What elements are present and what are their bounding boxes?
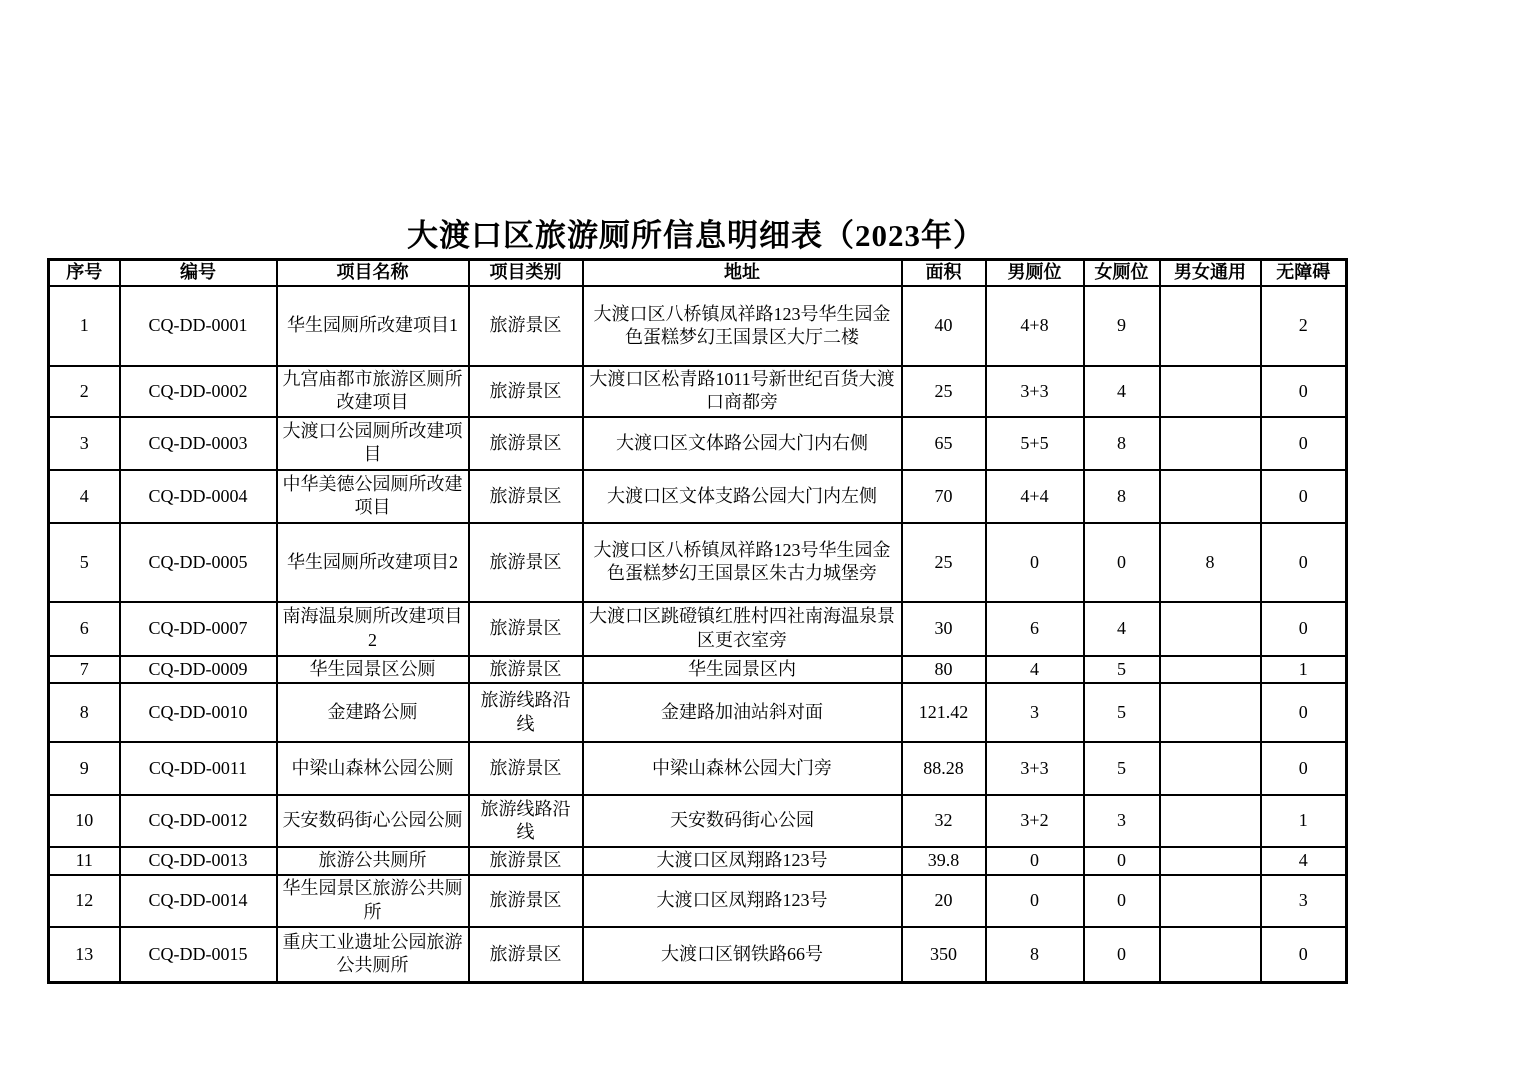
cell-unisex bbox=[1160, 683, 1261, 742]
cell-name: 华生园景区旅游公共厕所 bbox=[277, 875, 469, 927]
cell-male: 8 bbox=[986, 927, 1084, 983]
cell-female: 5 bbox=[1084, 683, 1160, 742]
cell-male: 3+2 bbox=[986, 795, 1084, 847]
cell-code: CQ-DD-0010 bbox=[120, 683, 277, 742]
cell-area: 65 bbox=[902, 417, 986, 470]
cell-area: 350 bbox=[902, 927, 986, 983]
cell-name: 中华美德公园厕所改建项目 bbox=[277, 470, 469, 523]
cell-male: 3+3 bbox=[986, 366, 1084, 417]
cell-area: 40 bbox=[902, 286, 986, 366]
cell-address: 华生园景区内 bbox=[583, 656, 902, 683]
cell-area: 30 bbox=[902, 602, 986, 656]
table-row bbox=[49, 470, 1347, 523]
cell-address: 天安数码街心公园 bbox=[583, 795, 902, 847]
cell-accessible: 1 bbox=[1261, 795, 1347, 847]
cell-seq: 9 bbox=[49, 742, 120, 795]
cell-unisex bbox=[1160, 470, 1261, 523]
cell-female: 8 bbox=[1084, 470, 1160, 523]
cell-address: 大渡口区跳磴镇红胜村四社南海温泉景区更衣室旁 bbox=[583, 602, 902, 656]
cell-female: 5 bbox=[1084, 742, 1160, 795]
cell-male: 3 bbox=[986, 683, 1084, 742]
cell-male: 4 bbox=[986, 656, 1084, 683]
cell-accessible: 0 bbox=[1261, 366, 1347, 417]
cell-seq: 1 bbox=[49, 286, 120, 366]
cell-female: 0 bbox=[1084, 523, 1160, 602]
cell-female: 4 bbox=[1084, 366, 1160, 417]
column-header-unisex: 男女通用 bbox=[1160, 260, 1261, 287]
cell-male: 6 bbox=[986, 602, 1084, 656]
cell-seq: 13 bbox=[49, 927, 120, 983]
cell-name: 金建路公厕 bbox=[277, 683, 469, 742]
cell-unisex bbox=[1160, 656, 1261, 683]
cell-name: 天安数码街心公园公厕 bbox=[277, 795, 469, 847]
cell-area: 20 bbox=[902, 875, 986, 927]
cell-area: 70 bbox=[902, 470, 986, 523]
cell-name: 华生园厕所改建项目2 bbox=[277, 523, 469, 602]
column-header-seq: 序号 bbox=[49, 260, 120, 287]
cell-address: 金建路加油站斜对面 bbox=[583, 683, 902, 742]
cell-male: 3+3 bbox=[986, 742, 1084, 795]
cell-area: 32 bbox=[902, 795, 986, 847]
cell-male: 0 bbox=[986, 875, 1084, 927]
table-row bbox=[49, 683, 1347, 742]
column-header-code: 编号 bbox=[120, 260, 277, 287]
cell-category: 旅游景区 bbox=[469, 366, 583, 417]
cell-unisex bbox=[1160, 927, 1261, 983]
cell-seq: 11 bbox=[49, 847, 120, 874]
table-row bbox=[49, 875, 1347, 927]
header-row bbox=[49, 260, 1347, 287]
cell-name: 华生园厕所改建项目1 bbox=[277, 286, 469, 366]
cell-category: 旅游线路沿线 bbox=[469, 795, 583, 847]
cell-code: CQ-DD-0001 bbox=[120, 286, 277, 366]
cell-male: 5+5 bbox=[986, 417, 1084, 470]
cell-category: 旅游景区 bbox=[469, 602, 583, 656]
cell-address: 大渡口区松青路1011号新世纪百货大渡口商都旁 bbox=[583, 366, 902, 417]
cell-unisex bbox=[1160, 742, 1261, 795]
cell-seq: 7 bbox=[49, 656, 120, 683]
table-row bbox=[49, 795, 1347, 847]
cell-area: 121.42 bbox=[902, 683, 986, 742]
table-row bbox=[49, 523, 1347, 602]
cell-name: 重庆工业遗址公园旅游公共厕所 bbox=[277, 927, 469, 983]
cell-unisex bbox=[1160, 795, 1261, 847]
column-header-area: 面积 bbox=[902, 260, 986, 287]
column-header-accessible: 无障碍 bbox=[1261, 260, 1347, 287]
cell-seq: 10 bbox=[49, 795, 120, 847]
cell-female: 5 bbox=[1084, 656, 1160, 683]
cell-area: 88.28 bbox=[902, 742, 986, 795]
cell-seq: 4 bbox=[49, 470, 120, 523]
cell-name: 九宫庙都市旅游区厕所改建项目 bbox=[277, 366, 469, 417]
cell-code: CQ-DD-0015 bbox=[120, 927, 277, 983]
cell-accessible: 0 bbox=[1261, 523, 1347, 602]
cell-address: 大渡口区钢铁路66号 bbox=[583, 927, 902, 983]
cell-female: 4 bbox=[1084, 602, 1160, 656]
cell-unisex bbox=[1160, 286, 1261, 366]
table-row bbox=[49, 656, 1347, 683]
cell-unisex: 8 bbox=[1160, 523, 1261, 602]
cell-accessible: 0 bbox=[1261, 602, 1347, 656]
cell-category: 旅游景区 bbox=[469, 523, 583, 602]
cell-seq: 8 bbox=[49, 683, 120, 742]
cell-name: 华生园景区公厕 bbox=[277, 656, 469, 683]
table-row bbox=[49, 847, 1347, 874]
cell-male: 4+4 bbox=[986, 470, 1084, 523]
cell-unisex bbox=[1160, 875, 1261, 927]
cell-code: CQ-DD-0007 bbox=[120, 602, 277, 656]
cell-category: 旅游景区 bbox=[469, 417, 583, 470]
cell-accessible: 2 bbox=[1261, 286, 1347, 366]
cell-address: 大渡口区凤翔路123号 bbox=[583, 847, 902, 874]
cell-name: 大渡口公园厕所改建项目 bbox=[277, 417, 469, 470]
cell-code: CQ-DD-0003 bbox=[120, 417, 277, 470]
cell-seq: 12 bbox=[49, 875, 120, 927]
page-title: 大渡口区旅游厕所信息明细表（2023年） bbox=[407, 218, 985, 253]
cell-area: 80 bbox=[902, 656, 986, 683]
cell-accessible: 0 bbox=[1261, 927, 1347, 983]
cell-category: 旅游线路沿线 bbox=[469, 683, 583, 742]
table-row bbox=[49, 366, 1347, 417]
cell-code: CQ-DD-0013 bbox=[120, 847, 277, 874]
cell-area: 25 bbox=[902, 366, 986, 417]
column-header-female: 女厕位 bbox=[1084, 260, 1160, 287]
cell-unisex bbox=[1160, 366, 1261, 417]
cell-category: 旅游景区 bbox=[469, 875, 583, 927]
cell-address: 大渡口区凤翔路123号 bbox=[583, 875, 902, 927]
table-row bbox=[49, 602, 1347, 656]
cell-category: 旅游景区 bbox=[469, 286, 583, 366]
cell-name: 旅游公共厕所 bbox=[277, 847, 469, 874]
cell-category: 旅游景区 bbox=[469, 656, 583, 683]
cell-code: CQ-DD-0002 bbox=[120, 366, 277, 417]
cell-address: 中梁山森林公园大门旁 bbox=[583, 742, 902, 795]
cell-code: CQ-DD-0005 bbox=[120, 523, 277, 602]
cell-address: 大渡口区八桥镇凤祥路123号华生园金色蛋糕梦幻王国景区朱古力城堡旁 bbox=[583, 523, 902, 602]
cell-seq: 3 bbox=[49, 417, 120, 470]
cell-unisex bbox=[1160, 417, 1261, 470]
cell-female: 0 bbox=[1084, 927, 1160, 983]
column-header-male: 男厕位 bbox=[986, 260, 1084, 287]
cell-female: 3 bbox=[1084, 795, 1160, 847]
cell-accessible: 0 bbox=[1261, 417, 1347, 470]
cell-area: 39.8 bbox=[902, 847, 986, 874]
cell-seq: 5 bbox=[49, 523, 120, 602]
cell-accessible: 1 bbox=[1261, 656, 1347, 683]
cell-female: 9 bbox=[1084, 286, 1160, 366]
cell-male: 0 bbox=[986, 847, 1084, 874]
cell-category: 旅游景区 bbox=[469, 927, 583, 983]
column-header-address: 地址 bbox=[583, 260, 902, 287]
cell-female: 0 bbox=[1084, 875, 1160, 927]
table-row bbox=[49, 927, 1347, 983]
cell-code: CQ-DD-0009 bbox=[120, 656, 277, 683]
cell-seq: 6 bbox=[49, 602, 120, 656]
cell-accessible: 0 bbox=[1261, 470, 1347, 523]
cell-accessible: 3 bbox=[1261, 875, 1347, 927]
cell-code: CQ-DD-0012 bbox=[120, 795, 277, 847]
cell-accessible: 0 bbox=[1261, 683, 1347, 742]
cell-unisex bbox=[1160, 847, 1261, 874]
cell-unisex bbox=[1160, 602, 1261, 656]
cell-area: 25 bbox=[902, 523, 986, 602]
cell-category: 旅游景区 bbox=[469, 847, 583, 874]
table-row bbox=[49, 286, 1347, 366]
cell-female: 8 bbox=[1084, 417, 1160, 470]
cell-code: CQ-DD-0011 bbox=[120, 742, 277, 795]
cell-name: 中梁山森林公园公厕 bbox=[277, 742, 469, 795]
cell-male: 0 bbox=[986, 523, 1084, 602]
cell-female: 0 bbox=[1084, 847, 1160, 874]
cell-male: 4+8 bbox=[986, 286, 1084, 366]
cell-seq: 2 bbox=[49, 366, 120, 417]
cell-address: 大渡口区八桥镇凤祥路123号华生园金色蛋糕梦幻王国景区大厅二楼 bbox=[583, 286, 902, 366]
table-row bbox=[49, 742, 1347, 795]
column-header-category: 项目类别 bbox=[469, 260, 583, 287]
cell-category: 旅游景区 bbox=[469, 470, 583, 523]
cell-code: CQ-DD-0014 bbox=[120, 875, 277, 927]
cell-accessible: 4 bbox=[1261, 847, 1347, 874]
cell-category: 旅游景区 bbox=[469, 742, 583, 795]
cell-address: 大渡口区文体支路公园大门内左侧 bbox=[583, 470, 902, 523]
cell-accessible: 0 bbox=[1261, 742, 1347, 795]
cell-code: CQ-DD-0004 bbox=[120, 470, 277, 523]
column-header-name: 项目名称 bbox=[277, 260, 469, 287]
table-row bbox=[49, 417, 1347, 470]
toilet-info-table bbox=[47, 258, 1348, 984]
cell-name: 南海温泉厕所改建项目2 bbox=[277, 602, 469, 656]
cell-address: 大渡口区文体路公园大门内右侧 bbox=[583, 417, 902, 470]
